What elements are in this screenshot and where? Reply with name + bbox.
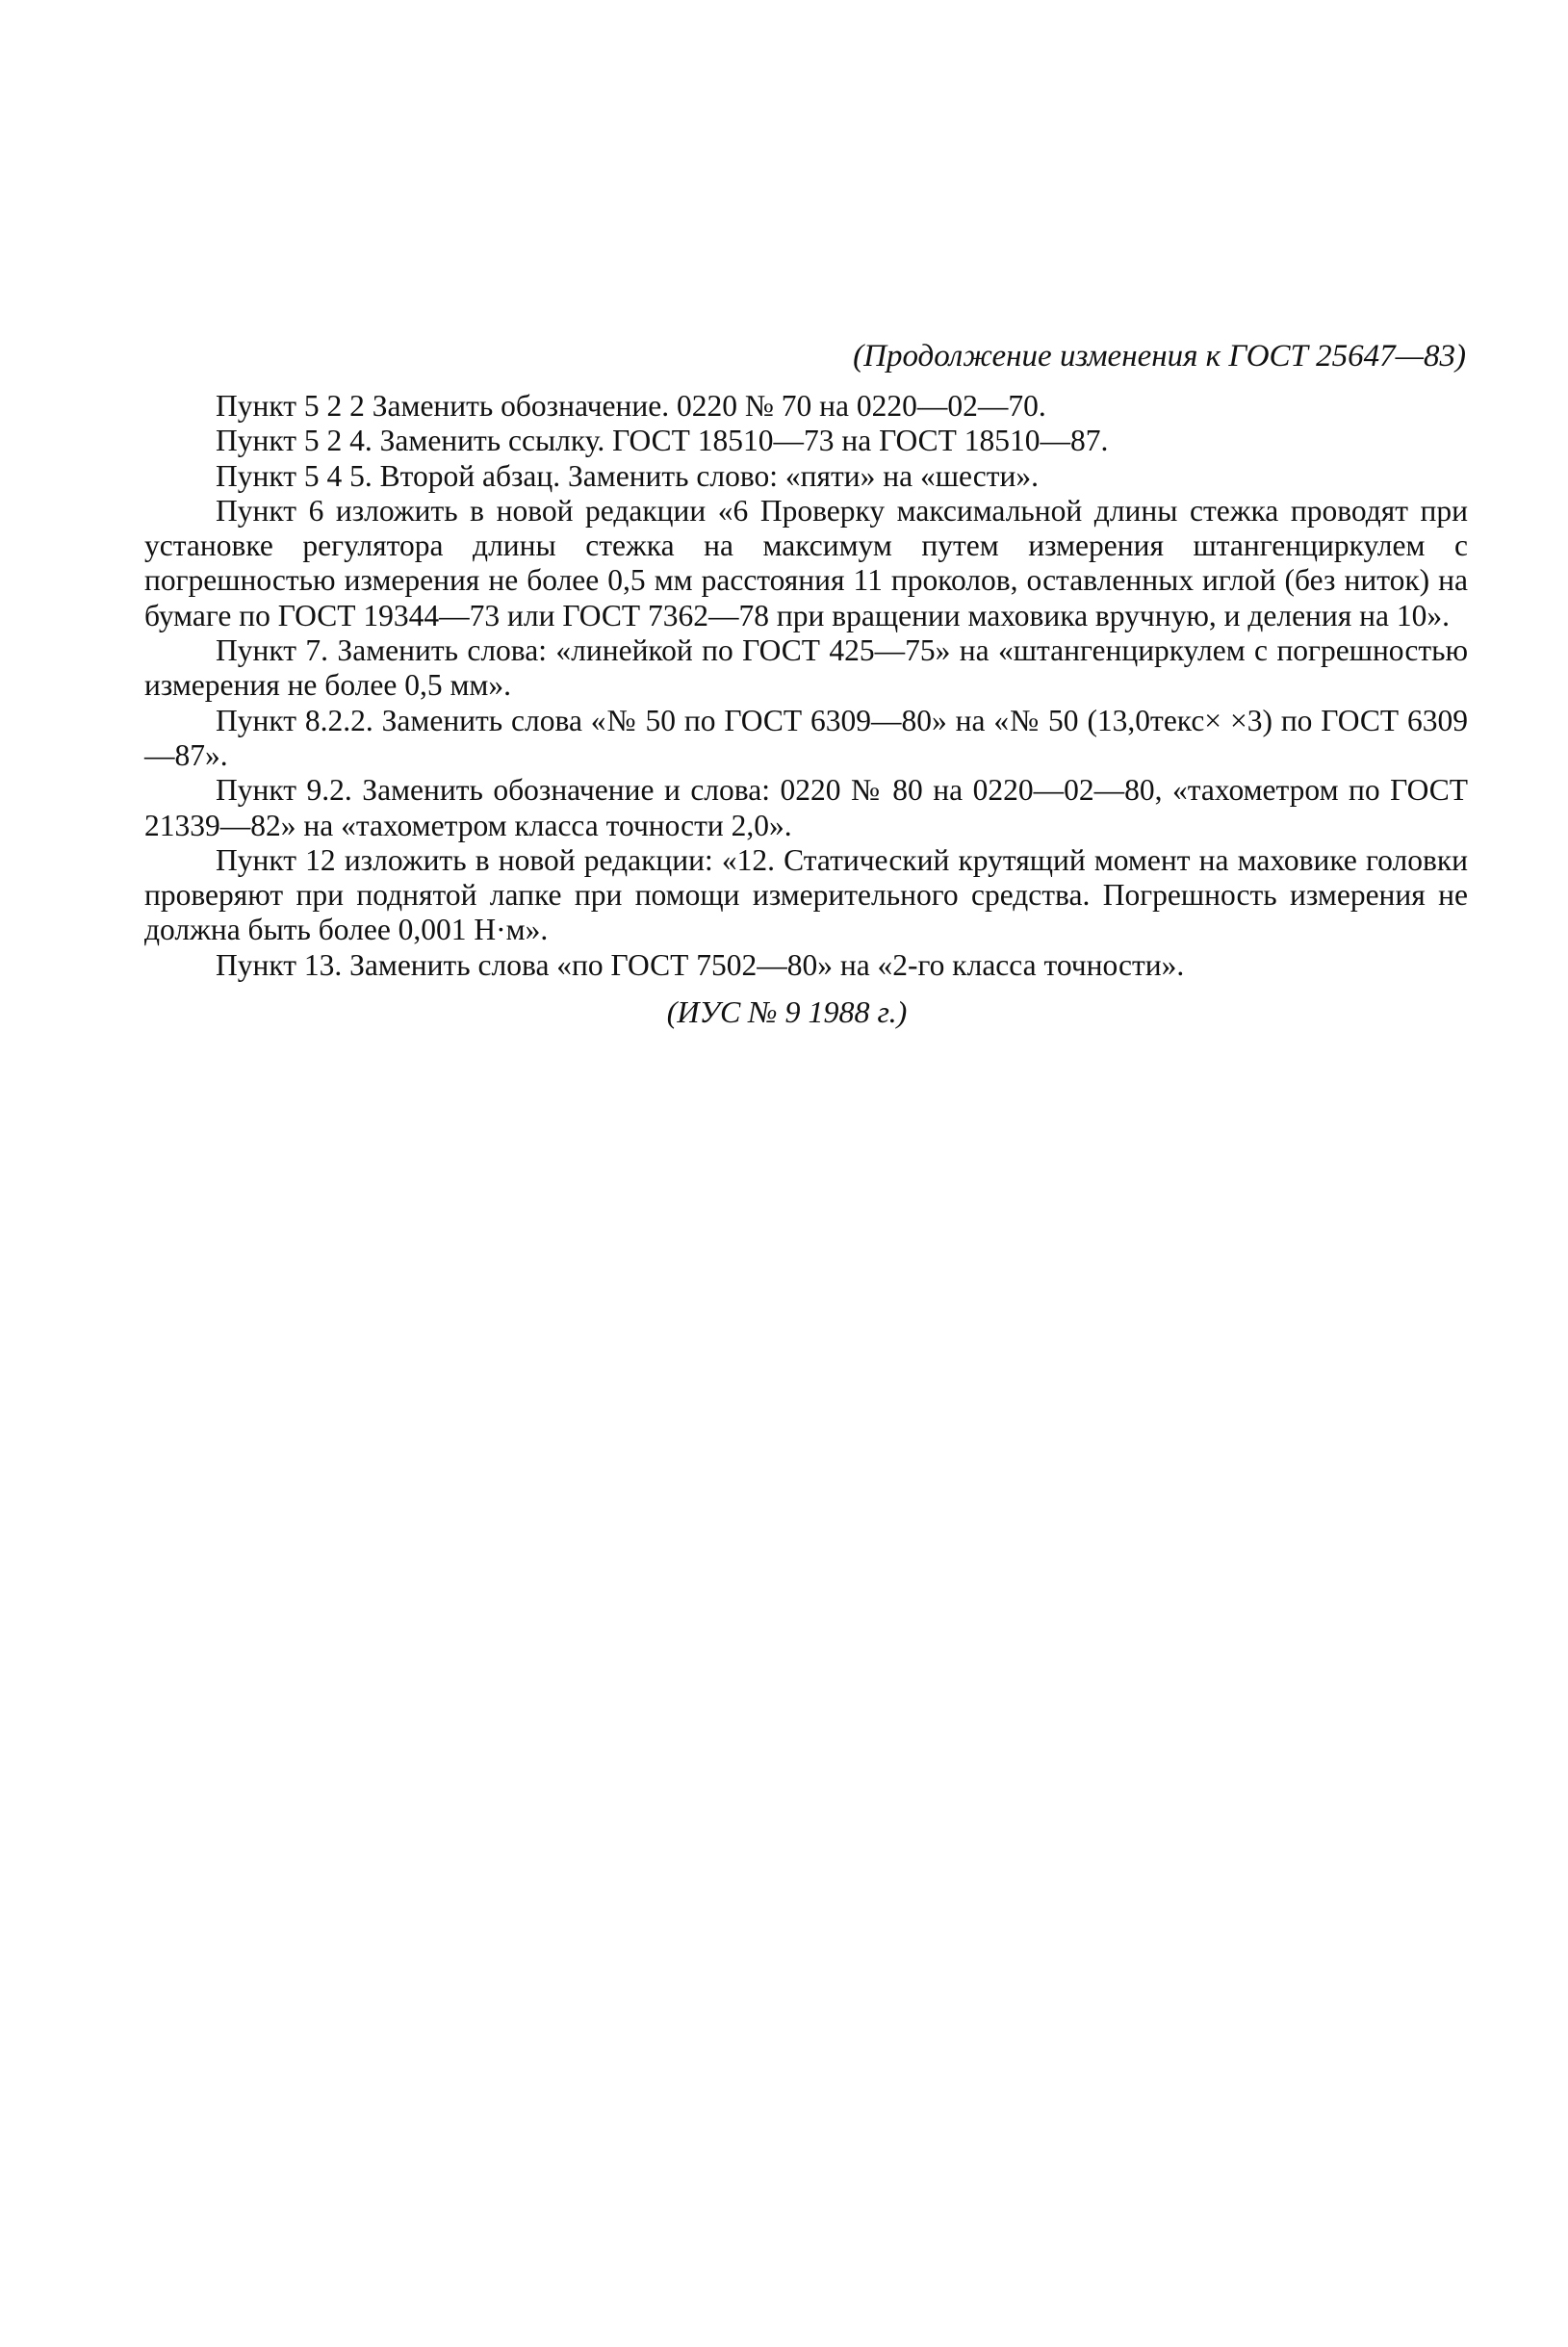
paragraph-7: Пункт 9.2. Заменить обозначение и слова: 0220 № 80 на 0220—02—80, «тахометром по ГОСТ 21339—82» на «тахометром класса точности 2,0». [144, 773, 1468, 842]
paragraph-2: Пункт 5 2 4. Заменить ссылку. ГОСТ 18510—73 на ГОСТ 18510—87. [216, 424, 1109, 458]
document-body [144, 337, 1468, 1031]
document-footer: (ИУС № 9 1988 г.) [666, 994, 908, 1030]
paragraph-1: Пункт 5 2 2 Заменить обозначение. 0220 № 70 на 0220—02—70. [216, 389, 1046, 423]
paragraph-8: Пункт 12 изложить в новой редакции: «12. Статический крутящий момент на маховике головки проверяют при поднятой лапке при помощи измерительного средства. Погрешность измерения не должна быть более 0,001 Н·м». [144, 842, 1468, 947]
paragraph-6: Пункт 8.2.2. Заменить слова «№ 50 по ГОСТ 6309—80» на «№ 50 (13,0текс× ×3) по ГОСТ 6309—87». [144, 703, 1468, 772]
paragraph-5: Пункт 7. Заменить слова: «линейкой по ГОСТ 425—75» на «штангенциркулем с погрешностью измерения не более 0,5 мм». [144, 633, 1468, 703]
paragraph-3: Пункт 5 4 5. Второй абзац. Заменить слово: «пяти» на «шести». [216, 458, 1039, 493]
paragraph-9: Пункт 13. Заменить слова «по ГОСТ 7502—80» на «2-го класса точности». [216, 947, 1185, 982]
paragraph-4: Пункт 6 изложить в новой редакции «6 Проверку максимальной длины стежка проводят при установке регулятора длины стежка на максимум путем измерения штангенциркулем с погрешностью измерения не более 0,5 мм расстояния 11 проколов, оставленных иглой (без ниток) на бумаге по ГОСТ 19344—73 или ГОСТ 7362—78 при вращении маховика вручную, и деления на 10». [144, 493, 1468, 632]
document-header: (Продолжение изменения к ГОСТ 25647—83) [853, 339, 1466, 374]
